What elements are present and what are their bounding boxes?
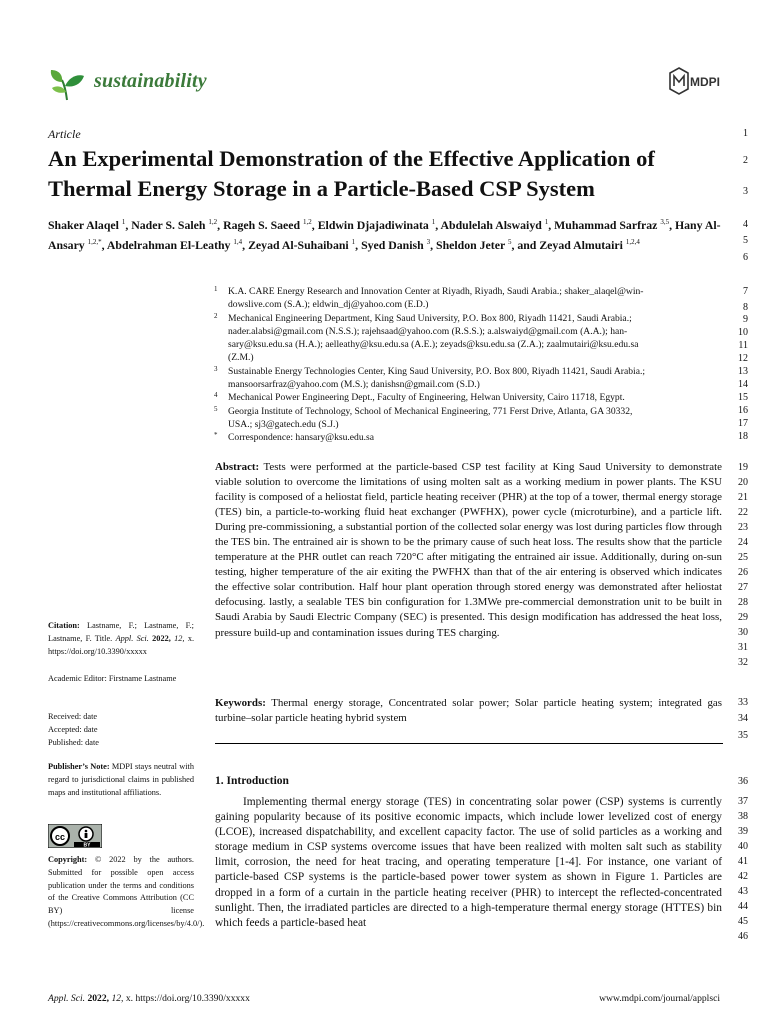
- author-name: Shaker Alaqel $^1$,: [48, 217, 132, 232]
- line-number: 42: [738, 871, 748, 882]
- affiliation-item: 2 Mechanical Engineering Department, King Saud University, P.O. Box 800, Riyadh 11421, Saudi Arabia.; nader.alabsi@gmail.com (N.S.S.); rajehsaad@yahoo.com (R.S.S.); a.alswaiyd@gmail.com (A.A.); han- sary@ksu.edu.sa (H.A.); aelleathy@ksu.edu.sa (A.E.); zeyads@ksu.edu.sa (Z.A.); zaalmutairi@ksu.edu.sa (Z.M.): [214, 311, 639, 364]
- author-name: and Zeyad Almutairi $^{1,2,4}$: [517, 238, 640, 253]
- line-number: 31: [738, 642, 748, 653]
- keywords: [215, 696, 722, 726]
- line-number: 34: [738, 713, 748, 724]
- author-name: Zeyad Al-Suhaibani $^1$,: [248, 238, 362, 253]
- line-number: 28: [738, 597, 748, 608]
- line-number: 46: [738, 931, 748, 942]
- line-number: 7: [743, 286, 748, 297]
- affiliation-item: 1 K.A. CARE Energy Research and Innovation Center at Riyadh, Riyadh, Saudi Arabia.; shaker_alaqel@win- dowslive.com (S.A.); eldwin_dj@yahoo.com (E.D.): [214, 285, 644, 311]
- abstract-label: Abstract:: [215, 461, 260, 473]
- affiliation-item: 4 Mechanical Power Engineering Dept., Faculty of Engineering, Helwan University, Cairo 11718, Egypt.: [214, 391, 625, 404]
- abstract: [215, 460, 722, 641]
- author-name: Rageh S. Saeed $^{1,2}$,: [223, 217, 318, 232]
- line-number: 11: [738, 340, 748, 351]
- line-number: 27: [738, 582, 748, 593]
- paper-title: [48, 144, 728, 204]
- line-numbers: [718, 0, 748, 1024]
- line-number: 1: [743, 128, 748, 139]
- line-number: 36: [738, 776, 748, 787]
- dates-block: [48, 711, 194, 749]
- svg-text:cc: cc: [54, 832, 66, 842]
- author-list: [48, 214, 728, 255]
- line-number: 32: [738, 657, 748, 668]
- citation-block: Citation: Lastname, F.; Lastname, F.; Lastname, F. Title. Appl. Sci. 2022, 12, x. https://doi.org/10.3390/xxxxx: [48, 621, 195, 656]
- line-number: 25: [738, 552, 748, 563]
- section-divider: [215, 743, 723, 744]
- journal-name: sustainability: [94, 70, 207, 92]
- academic-editor: Academic Editor: Firstname Lastname: [48, 674, 177, 683]
- line-number: 12: [738, 353, 748, 364]
- author-name: Muhammad Sarfraz $^{3,5}$,: [554, 217, 675, 232]
- line-number: 2: [743, 155, 748, 166]
- line-number: 17: [738, 418, 748, 429]
- line-number: 9: [743, 314, 748, 325]
- accepted-date: Accepted: date: [48, 724, 98, 734]
- line-number: 16: [738, 405, 748, 416]
- keywords-label: Keywords:: [215, 697, 266, 709]
- introduction-body: [215, 795, 722, 931]
- line-number: 3: [743, 186, 748, 197]
- line-number: 38: [738, 811, 748, 822]
- intro-paragraph: Implementing thermal energy storage (TES) in concentrating solar power (CSP) systems is currently gaining popularity because of its positive economic impacts, which include lower levelized cost of energy (LCOE), increased dispatchability, and excellent capacity factor. The use of solid particles as a working and storage medium in CSP systems overcome issues that have been realized with molten salt such as stability limit, corrosion, the need for heat tracing, and operating temperature [1-4]. For instance, one variant of particle-based CSP systems is the particle-based power tower system as shown in Figure 1. Particles are dropped in a form of a curtain in the particle heating receiver (PHR) to intercept the reflected-concentrated sunlight. Then, the irradiated particles are directed to a high-temperature thermal energy storage (HTTES) bin which feeds a particle-based heat: [215, 796, 722, 929]
- section-heading: 1. Introduction: [215, 775, 289, 787]
- line-number: 39: [738, 826, 748, 837]
- affiliation-item: 5 Georgia Institute of Technology, School of Mechanical Engineering, 771 Ferst Drive, Atlanta, GA 30332, USA.; sj3@gatech.edu (S.J.): [214, 404, 633, 430]
- line-number: 35: [738, 730, 748, 741]
- line-number: 30: [738, 627, 748, 638]
- footer-url: www.mdpi.com/journal/applsci: [599, 993, 720, 1004]
- journal-leaf-logo-icon: [48, 64, 86, 102]
- copyright-notice: Copyright: © 2022 by the authors. Submitted for possible open access publication under the terms and conditions of the Creative Commons Attribution (CC BY) license (https://creativecommons.org/licenses/by/4.0/).: [48, 855, 205, 928]
- line-number: 15: [738, 392, 748, 403]
- published-date: Published: date: [48, 737, 99, 747]
- line-number: 37: [738, 796, 748, 807]
- mdpi-logo-text: MDPI: [690, 75, 720, 89]
- line-number: 44: [738, 901, 748, 912]
- author-name: Sheldon Jeter $^5$,: [436, 238, 518, 253]
- affiliation-item: 3 Sustainable Energy Technologies Center, King Saud University, P.O. Box 800, Riyadh 11421, Saudi Arabia.; mansoorsarfraz@yahoo.com (M.S.); danishsn@gmail.com (S.D.): [214, 364, 646, 391]
- line-number: 20: [738, 477, 748, 488]
- author-name: Abdulelah Alswaiyd $^1$,: [440, 217, 555, 232]
- line-number: 14: [738, 379, 748, 390]
- received-date: Received: date: [48, 712, 98, 721]
- publisher-note: Publisher’s Note: MDPI stays neutral with regard to jurisdictional claims in published maps and institutional affiliations.: [48, 762, 194, 797]
- line-number: 21: [738, 492, 748, 503]
- abstract-text: Tests were performed at the particle-based CSP test facility at King Saud University to demonstrate viable solution to overcome the limitations of using molten salt as a working medium in power plants. The KSU facility is composed of a heliostat field, particle heating receiver (PHR) at the top of a tower, thermal energy storage (TES) bin, a particle-to-working fluid heat exchanger (PWFHX), power cycle (microturbine), and a particle lift. During pre-commissioning, a substantial portion of the collected solar energy was lost during particles flow through the TES bin. The entrained air is shown to be the primary cause of such heat loss. The results show that the particle temperature at the PHR outlet can reach 720°C after mitigating the entrained air issue. Additionally, during on-sun testing, higher temperature of the air exiting the PWFHX than that of the air entering is observed which indicates the effective solar contribution. Half hour plant operation through stored energy was demonstrated after heliostat defocusing. lastly, a sealable TES bin configuration for 1.3MWe pre-commercial demonstration unit to be built in Saudi Arabia by Saudi Electric Company (SEC) is presented. This design modification has addressed the heat loss, pressure build-up and contamination issues during TES charging.: [215, 461, 722, 639]
- author-name: Syed Danish $^3$,: [361, 238, 437, 253]
- line-number: 18: [738, 431, 748, 442]
- author-name: Abdelrahman El-Leathy $^{1,4}$,: [106, 238, 249, 253]
- keywords-text: Thermal energy storage, Concentrated solar power; Solar particle heating system; integrated gas turbine–solar particle heating hybrid system: [215, 697, 722, 725]
- line-number: 43: [738, 886, 748, 897]
- mdpi-logo-icon: [668, 66, 722, 96]
- line-number: 6: [743, 252, 748, 263]
- line-number: 13: [738, 366, 748, 377]
- title-line-1: An Experimental Demonstration of the Effective Application of: [48, 146, 655, 171]
- line-number: 5: [743, 235, 748, 246]
- line-number: 45: [738, 916, 748, 927]
- line-number: 40: [738, 841, 748, 852]
- title-line-2: Thermal Energy Storage in a Particle-Based CSP System: [48, 176, 595, 201]
- author-name: Eldwin Djajadiwinata $^1$,: [317, 217, 441, 232]
- line-number: 41: [738, 856, 748, 867]
- line-number: 29: [738, 612, 748, 623]
- line-number: 8: [743, 302, 748, 313]
- line-number: 19: [738, 462, 748, 473]
- line-number: 10: [738, 327, 748, 338]
- article-type: Article: [48, 127, 81, 141]
- author-name: Nader S. Saleh $^{1,2}$,: [131, 217, 224, 232]
- line-number: 23: [738, 522, 748, 533]
- line-number: 26: [738, 567, 748, 578]
- cc-by-license-icon: [48, 824, 102, 848]
- line-number: 22: [738, 507, 748, 518]
- author-name: Hany Al-Ansary $^{1,2,*}$,: [48, 217, 721, 253]
- line-number: 24: [738, 537, 748, 548]
- cc-by-text: BY: [83, 842, 91, 848]
- affiliation-item: * Correspondence: hansary@ksu.edu.sa: [214, 431, 375, 444]
- line-number: 4: [743, 219, 748, 230]
- line-number: 33: [738, 697, 748, 708]
- affiliations: [214, 285, 724, 445]
- footer-citation: Appl. Sci. 2022, 12, x. https://doi.org/10.3390/xxxxx: [48, 993, 250, 1004]
